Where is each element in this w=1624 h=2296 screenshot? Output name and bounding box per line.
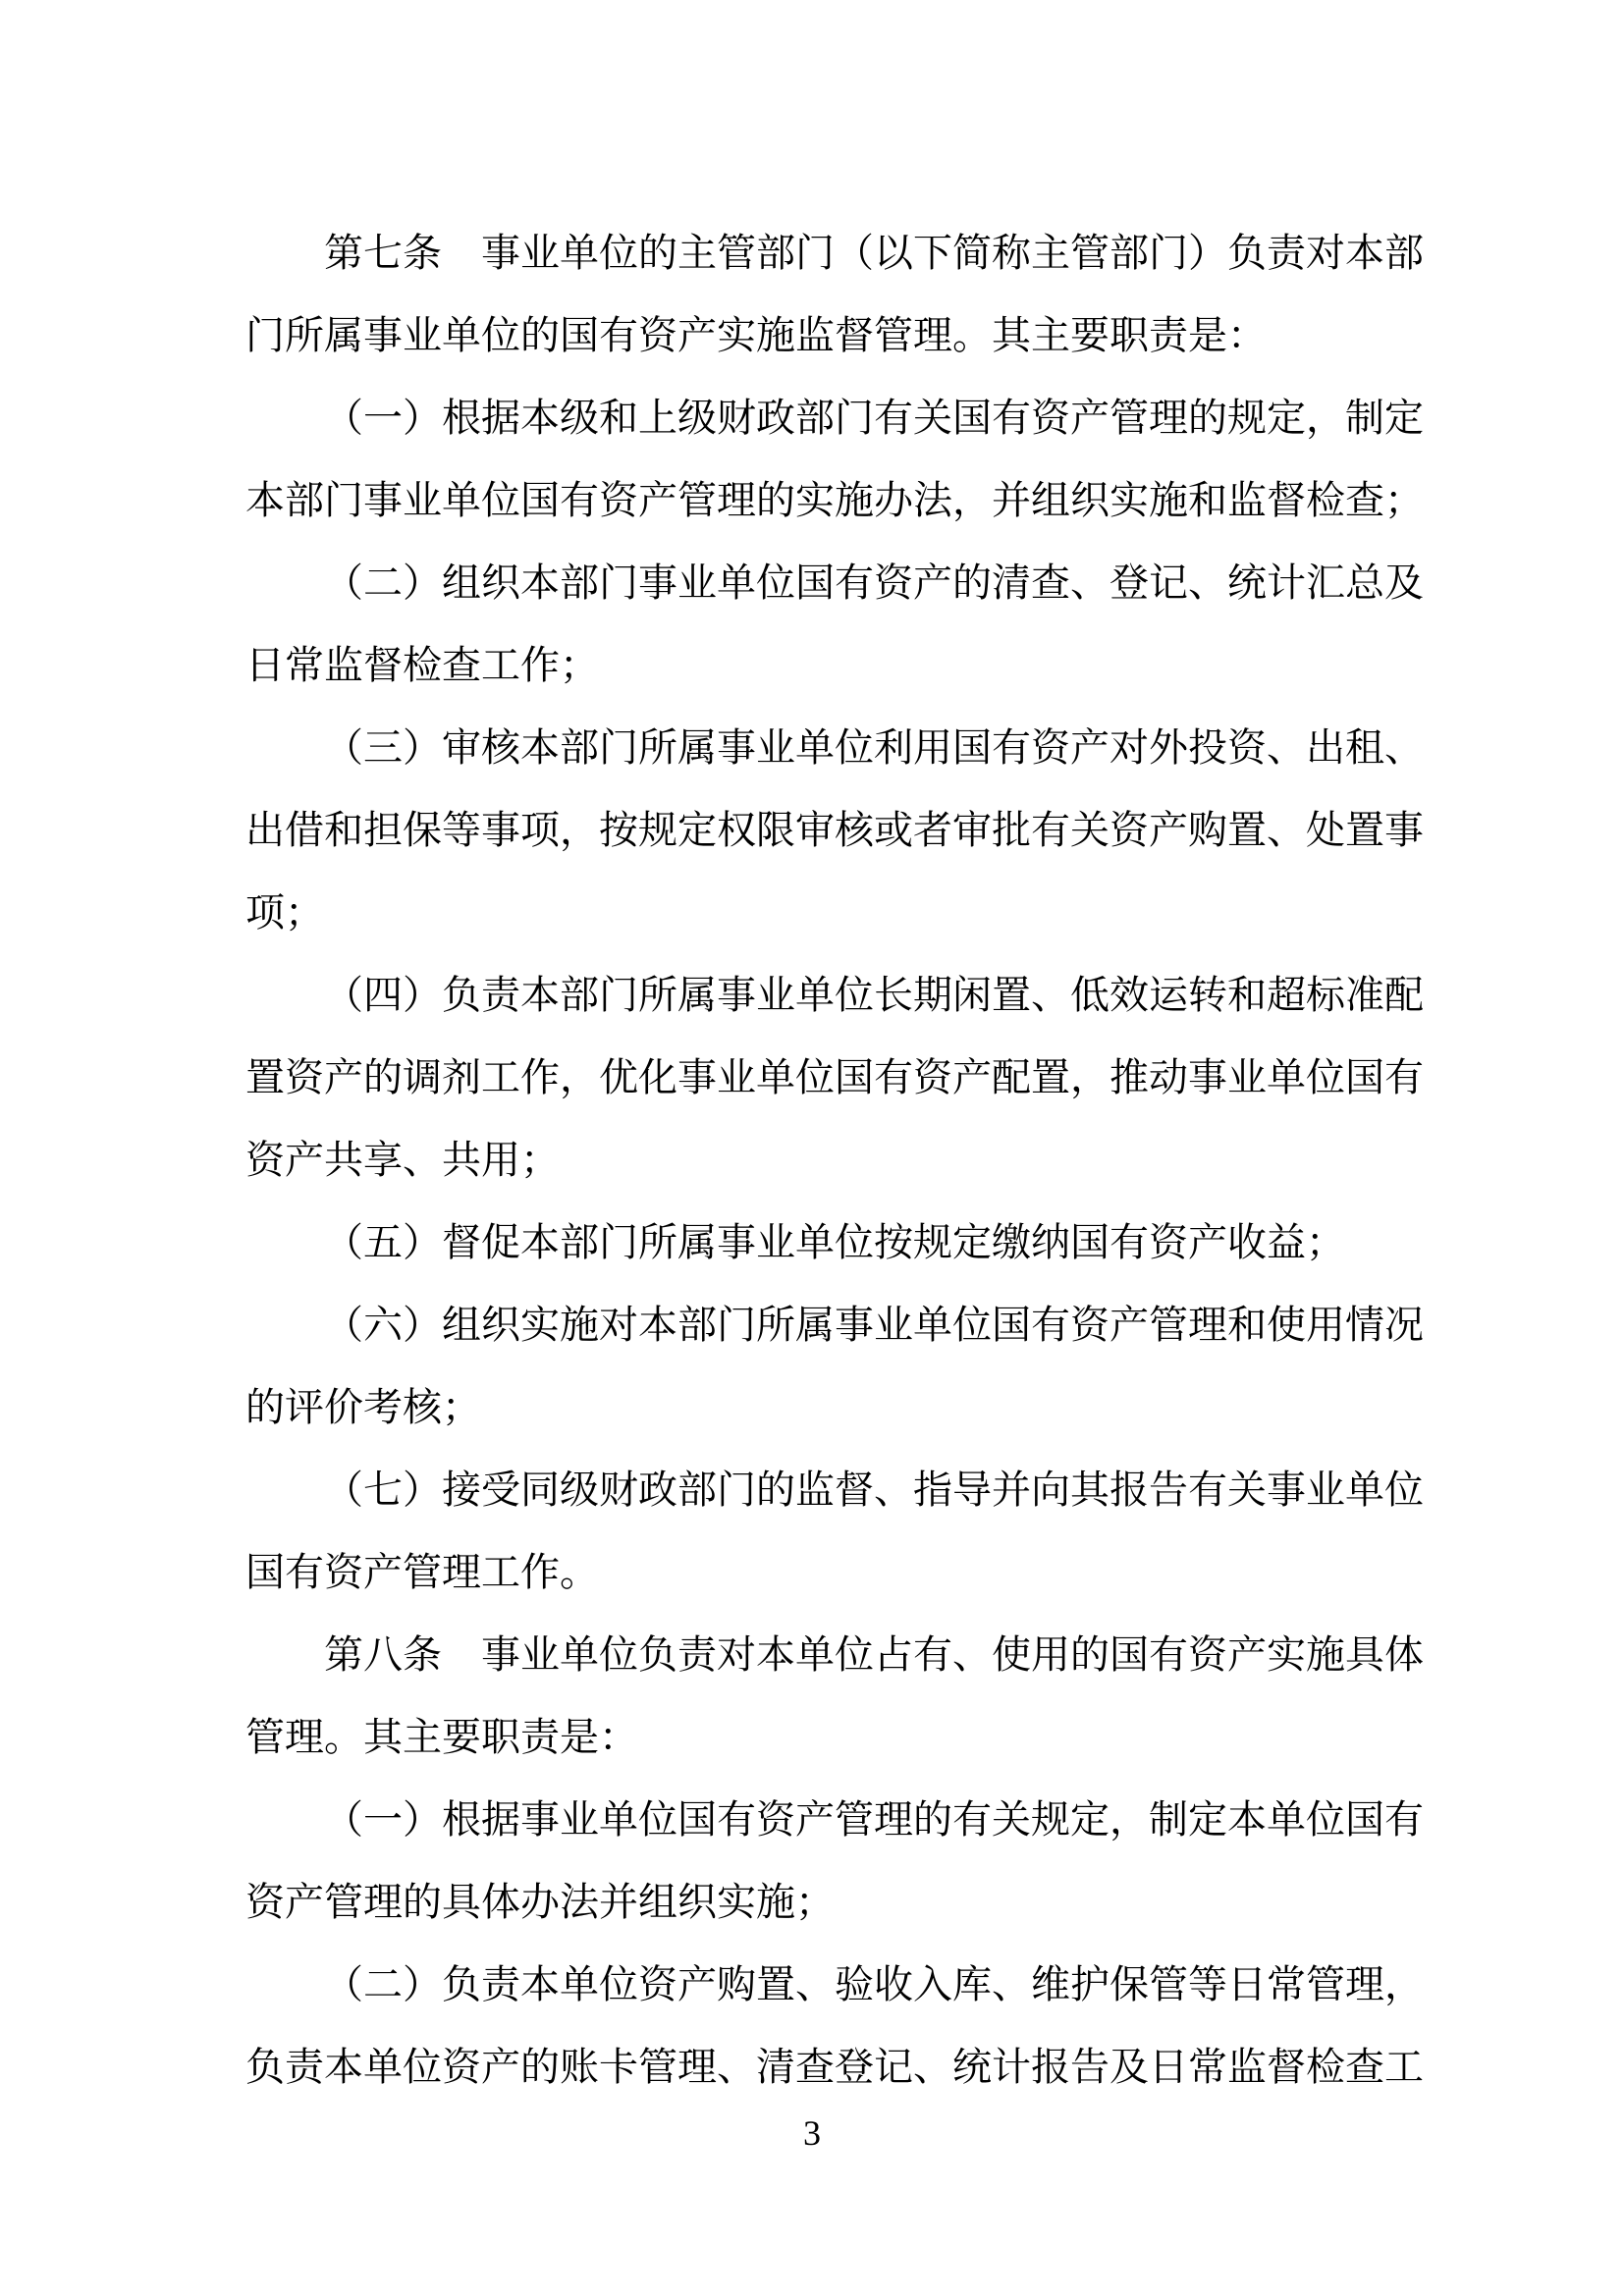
text-line: 项； bbox=[245, 890, 324, 934]
text-line: 负责本单位资产的账卡管理、清查登记、统计报告及日常监督检查工 bbox=[245, 2045, 1424, 2089]
text-line: 出借和担保等事项，按规定权限审核或者审批有关资产购置、处置事 bbox=[245, 808, 1424, 852]
text-line: （一）根据事业单位国有资产管理的有关规定，制定本单位国有 bbox=[324, 1797, 1424, 1842]
text-line: 资产共享、共用； bbox=[245, 1138, 560, 1182]
text-line: 管理。其主要职责是： bbox=[245, 1715, 638, 1759]
text-line: 资产管理的具体办法并组织实施； bbox=[245, 1880, 835, 1924]
text-line: （二）组织本部门事业单位国有资产的清查、登记、统计汇总及 bbox=[324, 561, 1424, 605]
text-line: （二）负责本单位资产购置、验收入库、维护保管等日常管理， bbox=[324, 1962, 1424, 2006]
text-line: 置资产的调剂工作，优化事业单位国有资产配置，推动事业单位国有 bbox=[245, 1055, 1424, 1099]
text-line: （三）审核本部门所属事业单位利用国有资产对外投资、出租、 bbox=[324, 725, 1424, 770]
text-line: 国有资产管理工作。 bbox=[245, 1550, 599, 1594]
text-line: 的评价考核； bbox=[245, 1385, 481, 1429]
text-line: 本部门事业单位国有资产管理的实施办法，并组织实施和监督检查； bbox=[245, 478, 1424, 522]
text-line: （七）接受同级财政部门的监督、指导并向其报告有关事业单位 bbox=[324, 1468, 1424, 1512]
page-number: 3 bbox=[803, 2113, 821, 2153]
document-body bbox=[245, 212, 1512, 2109]
text-line: （四）负责本部门所属事业单位长期闲置、低效运转和超标准配 bbox=[324, 973, 1424, 1017]
text-line: 第七条 事业单位的主管部门（以下简称主管部门）负责对本部 bbox=[324, 231, 1424, 275]
text-line: 日常监督检查工作； bbox=[245, 643, 599, 687]
text-line: （一）根据本级和上级财政部门有关国有资产管理的规定，制定 bbox=[324, 396, 1424, 440]
text-line: 门所属事业单位的国有资产实施监督管理。其主要职责是： bbox=[245, 313, 1267, 357]
text-line: 第八条 事业单位负责对本单位占有、使用的国有资产实施具体 bbox=[324, 1632, 1424, 1677]
text-line: （六）组织实施对本部门所属事业单位国有资产管理和使用情况 bbox=[324, 1303, 1424, 1347]
text-line: （五）督促本部门所属事业单位按规定缴纳国有资产收益； bbox=[324, 1220, 1345, 1264]
